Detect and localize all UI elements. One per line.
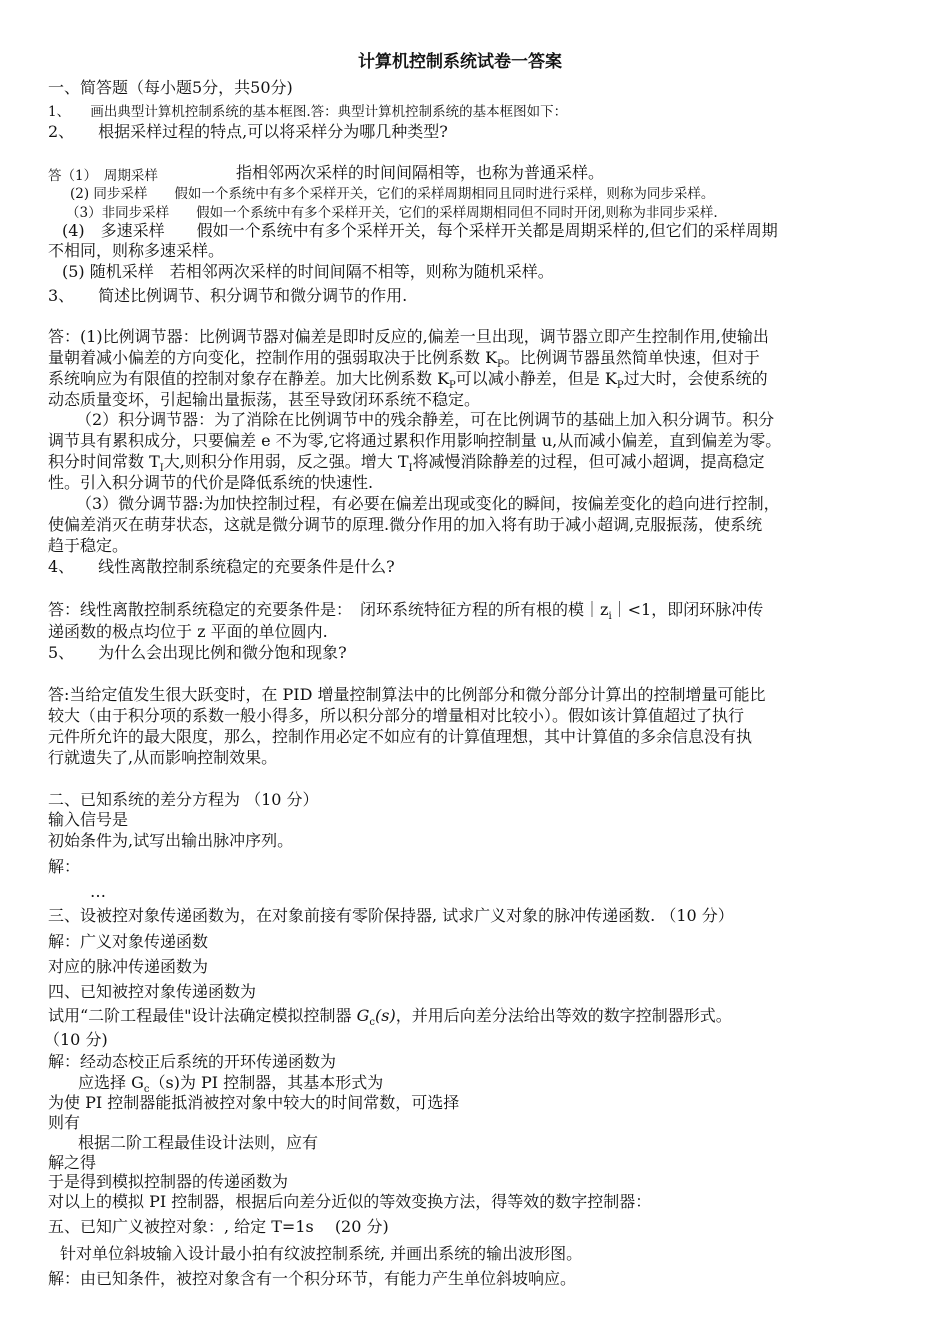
answer-4-line2: 递函数的极点均位于 z 平面的单位圆内. xyxy=(48,622,328,641)
section-1-heading: 一、简答题（每小题5分，共50分) xyxy=(48,78,293,97)
section-4-line4: 应选择 $G_c(s)$为 PI 控制器，其基本形式为 xyxy=(78,1073,384,1096)
section-5-line1: 针对单位斜坡输入设计最小拍有纹波控制系统, 并画出系统的输出波形图。 xyxy=(60,1244,583,1263)
answer-3-p2-line4: 性。引入积分调节的代价是降低系统的快速性. xyxy=(48,473,374,492)
section-2-heading: 二、已知系统的差分方程为 （10 分） xyxy=(48,790,319,809)
answer-4-line1: 答：线性离散控制系统稳定的充要条件是： 闭环系统特征方程的所有根的模$|z_i|<1$，即闭环脉冲传 xyxy=(48,600,764,623)
question-3: 3、 简述比例调节、积分调节和微分调节的作用. xyxy=(48,286,408,305)
section-5-heading: 五、已知广义被控对象：, 给定 T=1s (20 分) xyxy=(48,1217,389,1236)
section-4-heading: 四、已知被控对象传递函数为 xyxy=(48,982,257,1001)
answer-3-p2-line3: 积分时间常数 $T_I$大,则积分作用弱，反之强。增大 $T_I$将减慢消除静差的过程，但可减小超调，提高稳定 xyxy=(48,452,765,475)
answer-3-p2-line1: （2）积分调节器：为了消除在比例调节中的残余静差，可在比例调节的基础上加入积分调节。积分 xyxy=(76,410,775,429)
section-4-line3: 解：经动态校正后系统的开环传递函数为 xyxy=(48,1052,337,1071)
section-2-line2: 初始条件为,试写出输出脉冲序列。 xyxy=(48,831,294,850)
question-2: 2、 根据采样过程的特点,可以将采样分为哪几种类型? xyxy=(48,122,448,141)
answer-2-item-5: (5) 随机采样 若相邻两次采样的时间间隔不相等，则称为随机采样。 xyxy=(62,262,554,281)
section-4-line9: 于是得到模拟控制器的传递函数为 xyxy=(48,1172,289,1191)
answer-2-item-4-cont: 不相同，则称多速采样。 xyxy=(48,241,225,260)
section-4-line10: 对以上的模拟 PI 控制器，根据后向差分近似的等效变换方法，得等效的数字控制器： xyxy=(48,1192,652,1211)
answer-3-p1-line4: 动态质量变坏，引起输出量振荡，甚至导致闭环系统不稳定。 xyxy=(48,390,481,409)
answer-3-p2-line2: 调节具有累积成分，只要偏差 e 不为零,它将通过累积作用影响控制量 u,从而减小偏差，直到偏差为零。 xyxy=(48,431,782,450)
section-4-line7: 根据二阶工程最佳设计法则，应有 xyxy=(78,1133,319,1152)
answer-3-p1-line3: 系统响应为有限值的控制对象存在静差。加大比例系数 $K_P$可以减小静差，但是 $K_P$过大时，会使系统的 xyxy=(48,369,768,392)
question-5: 5、 为什么会出现比例和微分饱和现象? xyxy=(48,643,347,662)
answer-3-p3-line2: 使偏差消灭在萌芽状态，这就是微分调节的原理.微分作用的加入将有助于减小超调,克服振荡，使系统 xyxy=(48,515,763,534)
answer-5-line2: 较大（由于积分项的系数一般小得多，所以积分部分的增量相对比较小）。假如该计算值超过了执行 xyxy=(48,706,745,725)
section-4-line5: 为使 PI 控制器能抵消被控对象中较大的时间常数，可选择 xyxy=(48,1093,460,1112)
answer-5-line1: 答:当给定值发生很大跃变时，在 PID 增量控制算法中的比例部分和微分部分计算出的控制增量可能比 xyxy=(48,685,766,704)
answer-5-line3: 元件所允许的最大限度，那么，控制作用必定不如应有的计算值理想，其中计算值的多余信息没有执 xyxy=(48,727,753,746)
document-title: 计算机控制系统试卷一答案 xyxy=(358,52,562,72)
section-4-line2: （10 分) xyxy=(44,1030,108,1049)
answer-2-item-1-label: 答（1） 周期采样 xyxy=(48,168,158,184)
section-4-line1: 试用“二阶工程最佳"设计法确定模拟控制器 $G_c(s)$，并用后向差分法给出等效的数字控制器形式。 xyxy=(48,1006,732,1029)
section-4-line6: 则有 xyxy=(48,1113,81,1132)
section-2-line3: 解： xyxy=(48,857,81,876)
answer-3-p1-line2: 量朝着减小偏差的方向变化，控制作用的强弱取决于比例系数 $K_P$。比例调节器虽然简单快速，但对于 xyxy=(48,348,760,371)
section-2-line1: 输入信号是 xyxy=(48,810,129,829)
section-2-ellipsis: … xyxy=(90,882,106,901)
answer-2-item-1-text: 指相邻两次采样的时间间隔相等，也称为普通采样。 xyxy=(236,163,605,182)
answer-2-item-3: （3）非同步采样 假如一个系统中有多个采样开关，它们的采样周期相同但不同时开闭,则称为非同步采样. xyxy=(66,205,718,221)
answer-5-line4: 行就遗失了,从而影响控制效果。 xyxy=(48,748,278,767)
question-4: 4、 线性离散控制系统稳定的充要条件是什么? xyxy=(48,557,395,576)
section-4-line8: 解之得 xyxy=(48,1153,97,1172)
answer-2-item-2: (2) 同步采样 假如一个系统中有多个采样开关，它们的采样周期相同且同时进行采样，则称为同步采样。 xyxy=(70,186,715,202)
answer-3-p3-line3: 趋于稳定。 xyxy=(48,536,129,555)
section-3-line2: 对应的脉冲传递函数为 xyxy=(48,957,209,976)
section-3-line1: 解：广义对象传递函数 xyxy=(48,932,209,951)
answer-3-p1-line1: 答：(1)比例调节器：比例调节器对偏差是即时反应的,偏差一旦出现，调节器立即产生控制作用,使输出 xyxy=(48,327,769,346)
section-3-heading: 三、设被控对象传递函数为，在对象前接有零阶保持器, 试求广义对象的脉冲传递函数. （10 分） xyxy=(48,906,734,925)
section-5-line2: 解：由已知条件，被控对象含有一个积分环节，有能力产生单位斜坡响应。 xyxy=(48,1269,577,1288)
answer-2-item-4: (4) 多速采样 假如一个系统中有多个采样开关，每个采样开关都是周期采样的,但它们的采样周期 xyxy=(62,221,778,240)
question-1: 1、 画出典型计算机控制系统的基本框图.答：典型计算机控制系统的基本框图如下： xyxy=(48,104,568,120)
answer-3-p3-line1: （3）微分调节器:为加快控制过程，有必要在偏差出现或变化的瞬间，按偏差变化的趋向进行控制， xyxy=(76,494,780,513)
